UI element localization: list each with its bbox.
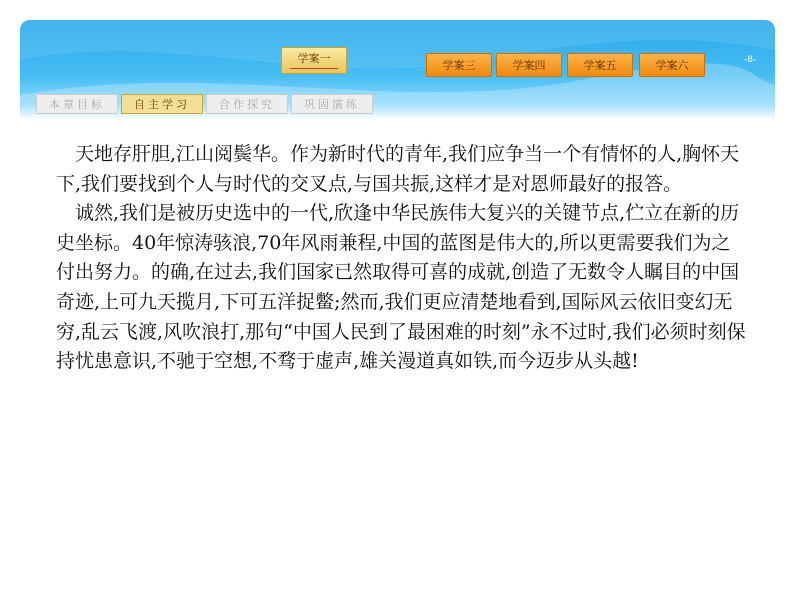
tab-xuean-5[interactable] bbox=[567, 53, 633, 77]
subtab-chapter-goals[interactable] bbox=[36, 94, 118, 114]
subtab-label: 巩固演练 bbox=[304, 98, 360, 111]
tab-label: 学案三 bbox=[442, 59, 476, 72]
subtab-self-study[interactable] bbox=[121, 94, 203, 114]
paragraph: 诚然,我们是被历史选中的一代,欣逢中华民族伟大复兴的关键节点,伫立在新的历史坐标。40年惊涛骇浪,70年风雨兼程,中国的蓝图是伟大的,所以更需要我们为之付出努力。的确,在过去,我们国家已然取得可喜的成就,创造了无数令人瞩目的中国奇迹,上可九天揽月,下可五洋捉鳖;然而,我们更应清楚地看到,国际风云依旧变幻无穷,乱云飞渡,风吹浪打,那句“中国人民到了最困难的时刻”永不过时,我们必须时刻保持忧患意识,不驰于空想,不骛于虚声,雄关漫道真如铁,而今迈步从头越! bbox=[56, 202, 746, 373]
tab-xuean-3[interactable] bbox=[426, 53, 492, 77]
tab-xuean-4[interactable] bbox=[496, 53, 562, 77]
tab-xuean-6[interactable] bbox=[639, 53, 705, 77]
tab-xuean-1[interactable] bbox=[281, 47, 347, 74]
subtab-label: 合作探究 bbox=[219, 98, 275, 111]
tab-label: 学案一 bbox=[297, 52, 331, 65]
subtab-consolidation[interactable] bbox=[291, 94, 373, 114]
subtab-label: 自主学习 bbox=[134, 98, 190, 111]
paragraph: 天地存肝胆,江山阅鬓华。作为新时代的青年,我们应争当一个有情怀的人,胸怀天下,我们要找到个人与时代的交叉点,与国共振,这样才是对恩师最好的报答。 bbox=[56, 143, 740, 195]
tab-label: 学案五 bbox=[583, 59, 617, 72]
page-number: -8- bbox=[744, 55, 757, 65]
tab-underline bbox=[290, 68, 338, 69]
subtab-label: 本章目标 bbox=[49, 98, 105, 111]
tab-label: 学案四 bbox=[512, 59, 546, 72]
tab-label: 学案六 bbox=[655, 59, 689, 72]
main-text bbox=[56, 140, 746, 377]
subtab-cooperative-inquiry[interactable] bbox=[206, 94, 288, 114]
